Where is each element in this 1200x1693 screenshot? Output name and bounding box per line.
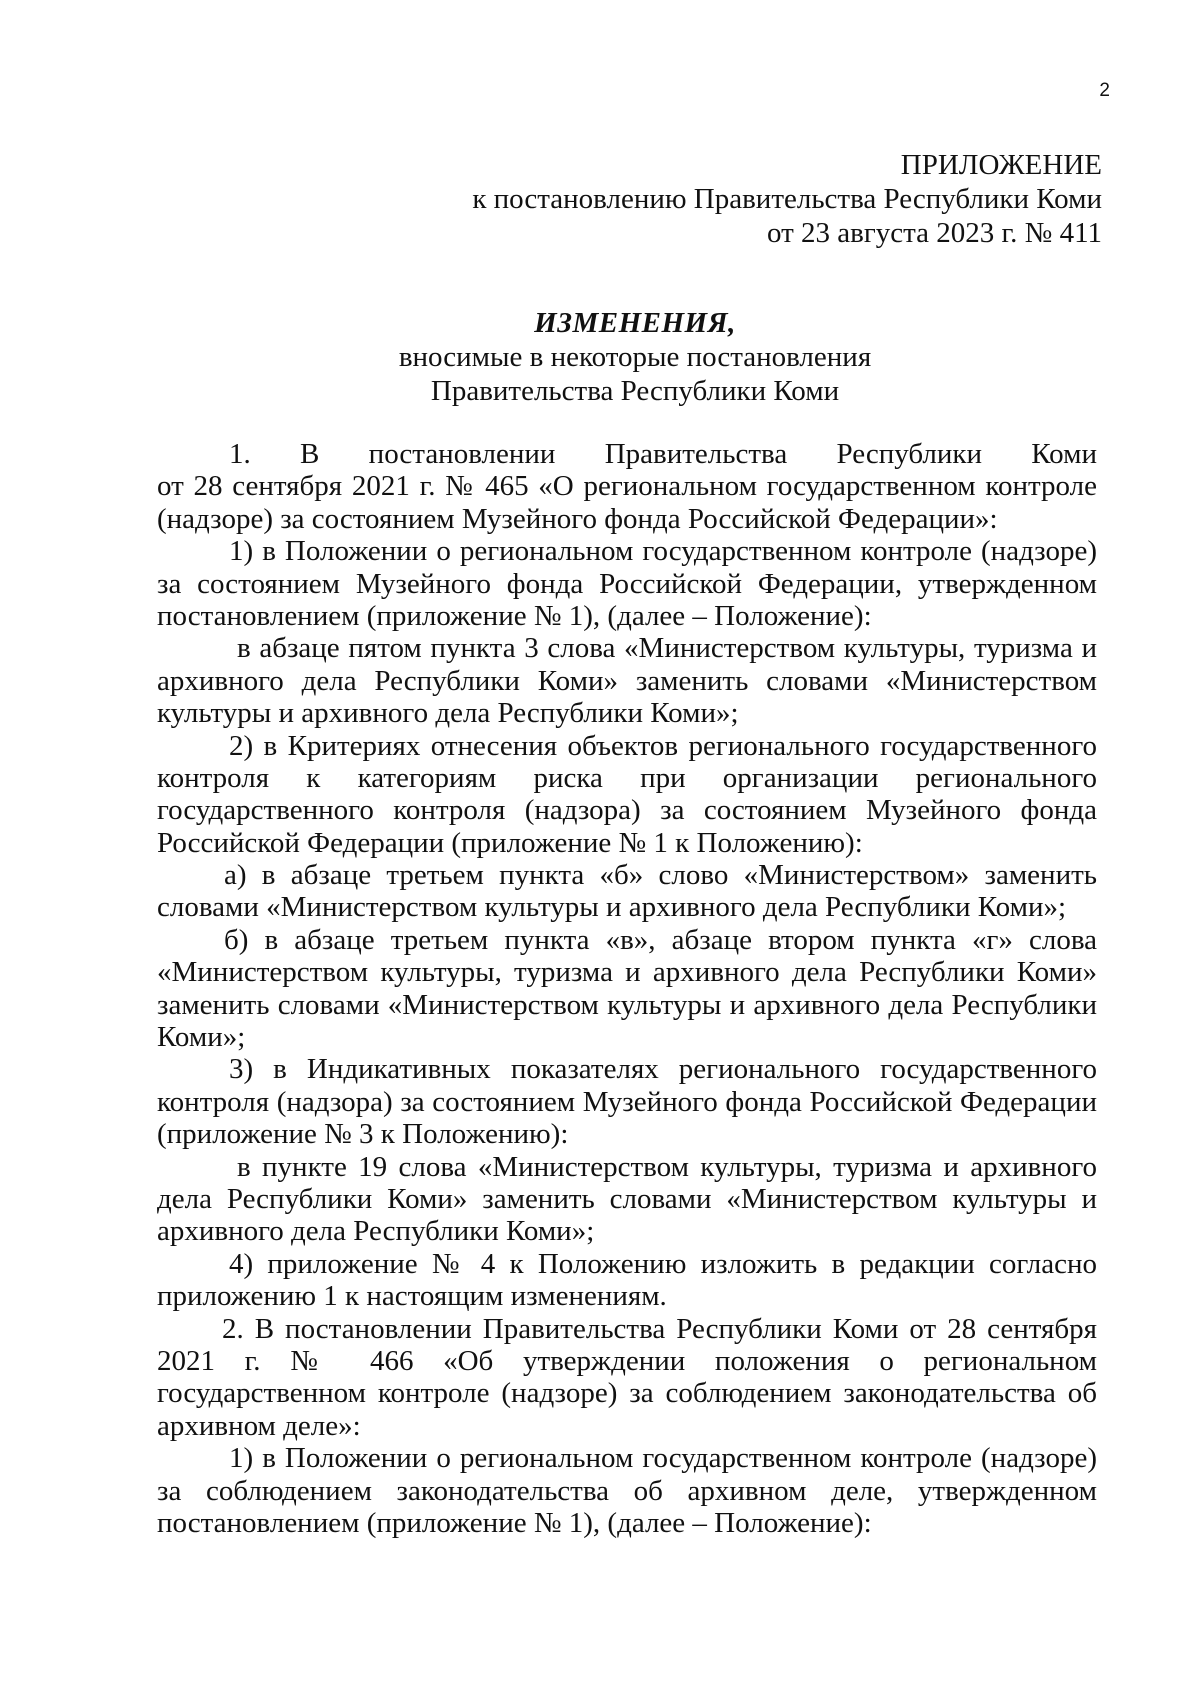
text-line: за соблюдением законодательства об архивном деле, утвержденном xyxy=(157,1474,1097,1507)
text-line: государственном контроле (надзоре) за соблюдением законодательства об xyxy=(157,1377,1097,1410)
text-line: 1) в Положении о региональном государственном контроле (надзоре) xyxy=(229,1442,1097,1475)
text-line: контроля (надзора) за состоянием Музейного фонда Российской Федерации xyxy=(157,1085,1097,1118)
text-line: (надзоре) за состоянием Музейного фонда Российской Федерации»: xyxy=(157,502,998,535)
text-line: культуры и архивного дела Республики Коми»; xyxy=(157,697,739,730)
text-line: 2. В постановлении Правительства Республики Коми от 28 сентября xyxy=(222,1312,1097,1345)
text-line: а) в абзаце третьем пункта «б» слово «Министерством» заменить xyxy=(224,859,1097,892)
text-line: Российской Федерации (приложение № 1 к Положению): xyxy=(157,826,863,859)
appendix-stamp xyxy=(402,148,1102,250)
text-line: (приложение № 3 к Положению): xyxy=(157,1118,569,1151)
text-line: в абзаце пятом пункта 3 слова «Министерством культуры, туризма и xyxy=(237,632,1097,665)
text-line: приложению 1 к настоящим изменениям. xyxy=(157,1280,667,1313)
text-line: 2) в Критериях отнесения объектов регионального государственного xyxy=(229,729,1097,762)
text-line: 3) в Индикативных показателях регионального государственного xyxy=(229,1053,1097,1086)
document-title: ИЗМЕНЕНИЯ, xyxy=(534,307,736,339)
text-line: 4) приложение № 4 к Положению изложить в редакции согласно xyxy=(229,1247,1097,1280)
document-body xyxy=(157,438,1097,1539)
text-line: архивного дела Республики Коми» заменить словами «Министерством xyxy=(157,664,1097,697)
text-line: б) в абзаце третьем пункта «в», абзаце втором пункта «г» слова xyxy=(224,923,1097,956)
document-title-block xyxy=(150,306,1120,408)
document-subtitle-line-2: Правительства Республики Коми xyxy=(430,375,840,407)
document-subtitle-line-1: вносимые в некоторые постановления xyxy=(398,341,872,373)
text-line: государственного контроля (надзора) за состоянием Музейного фонда xyxy=(157,794,1097,827)
text-line: за состоянием Музейного фонда Российской Федерации, утвержденном xyxy=(157,567,1097,600)
text-line: контроля к категориям риска при организации регионального xyxy=(157,761,1097,794)
text-line: заменить словами «Министерством культуры и архивного дела Республики xyxy=(157,988,1097,1021)
text-line: от 28 сентября 2021 г. № 465 «О региональном государственном контроле xyxy=(157,470,1097,503)
text-line: «Министерством культуры, туризма и архивного дела Республики Коми» xyxy=(157,956,1097,989)
text-line: архивного дела Республики Коми»; xyxy=(157,1215,595,1248)
text-line: словами «Министерством культуры и архивного дела Республики Коми»; xyxy=(157,891,1067,924)
text-line: постановлением (приложение № 1), (далее – Положение): xyxy=(157,599,872,632)
appendix-resolution-line: к постановлению Правительства Республики Коми xyxy=(472,183,1102,215)
text-line: дела Республики Коми» заменить словами «Министерством культуры и xyxy=(157,1182,1097,1215)
text-line: 2021 г. № 466 «Об утверждении положения о региональном xyxy=(157,1344,1097,1377)
page-number: 2 xyxy=(1099,80,1110,101)
text-line: постановлением (приложение № 1), (далее – Положение): xyxy=(157,1506,872,1539)
text-line: в пункте 19 слова «Министерством культуры, туризма и архивного xyxy=(237,1150,1097,1183)
appendix-date-line: от 23 августа 2023 г. № 411 xyxy=(767,217,1102,249)
text-line: 1) в Положении о региональном государственном контроле (надзоре) xyxy=(229,535,1097,568)
text-line: архивном деле»: xyxy=(157,1409,361,1442)
appendix-heading: ПРИЛОЖЕНИЕ xyxy=(900,149,1102,181)
text-line: Коми»; xyxy=(157,1021,246,1054)
text-line: 1. В постановлении Правительства Республики Коми xyxy=(229,438,1097,470)
